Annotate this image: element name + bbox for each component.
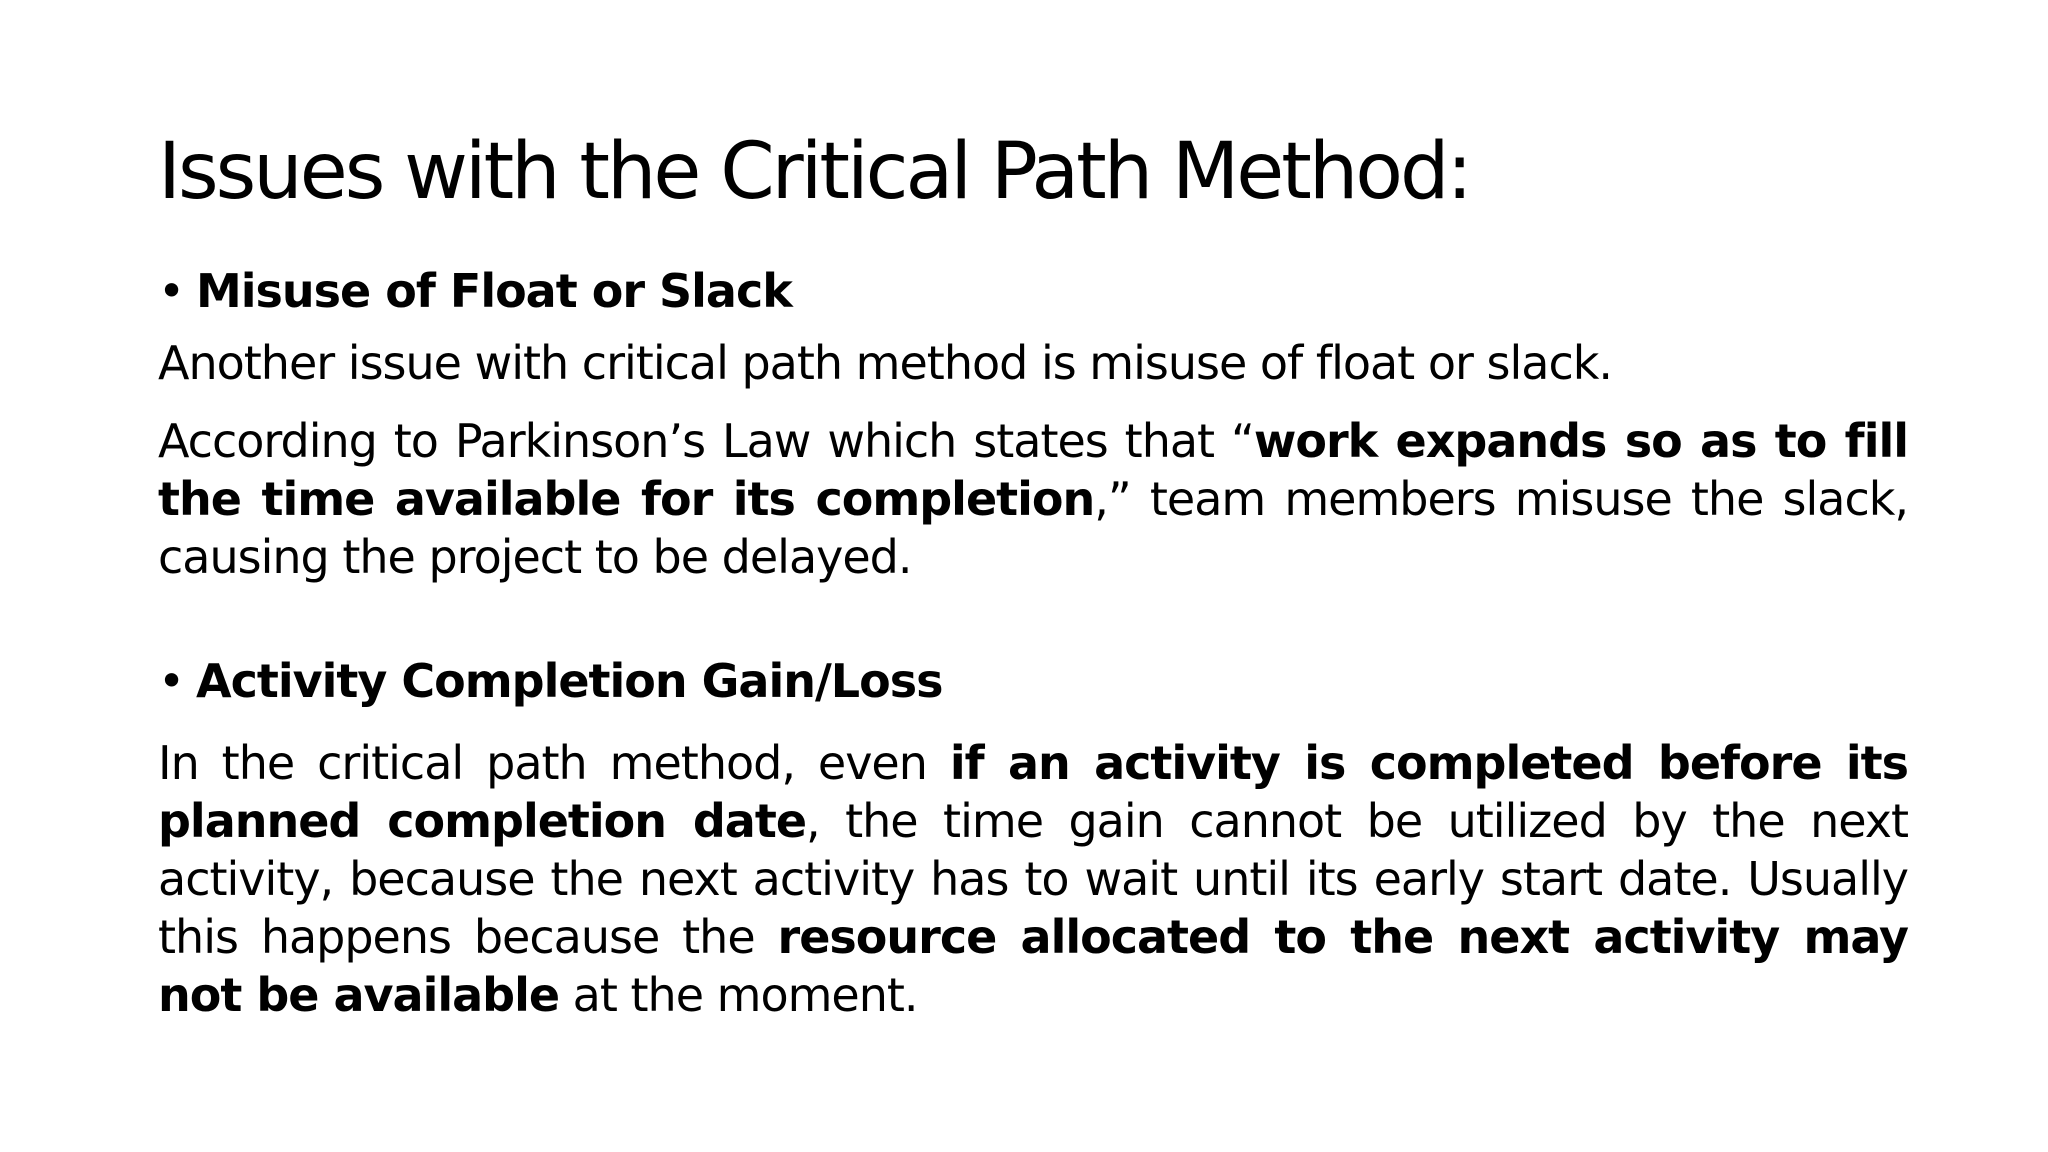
paragraph-parkinsons-law [158, 412, 1908, 586]
activity-completed-early-phrase: if an activity is completed before its planned completion date [158, 736, 1908, 848]
paragraph-misuse-intro-text: Another issue with critical path method is misuse of float or slack. [158, 336, 1612, 390]
paragraph-misuse-intro [158, 334, 1908, 392]
bullet-icon: • [158, 654, 185, 708]
bullet-item-misuse-of-float [158, 258, 1908, 324]
parkinsons-law-quote: work expands so as to fill the time available for its completion [158, 414, 1909, 526]
section-spacer [158, 586, 1908, 648]
bullet-heading-activity-completion: Activity Completion Gain/Loss [196, 654, 943, 708]
paragraph-activity-text-1: In the critical path method, even [158, 736, 950, 790]
bullet-icon: • [158, 264, 185, 318]
paragraph-activity-text-2: , the time gain cannot be utilized by the next activity, because the next activity has to wait until its early start date. Usually this happens because the [158, 794, 1908, 964]
paragraph-parkinsons-law-text-2: ,” team members misuse the slack, causing the project to be delayed. [158, 472, 1908, 584]
slide-body [158, 258, 1908, 1024]
slide-title: Issues with the Critical Path Method: [158, 127, 1470, 217]
bullet-item-activity-completion [158, 648, 1908, 714]
resource-unavailable-phrase: resource allocated to the next activity may not be available [158, 910, 1908, 1022]
paragraph-parkinsons-law-text-1: According to Parkinson’s Law which states that “ [158, 414, 1254, 468]
paragraph-activity-completion [158, 734, 1908, 1024]
paragraph-activity-text-3: at the moment. [559, 968, 918, 1022]
bullet-heading-misuse-of-float: Misuse of Float or Slack [196, 264, 792, 318]
